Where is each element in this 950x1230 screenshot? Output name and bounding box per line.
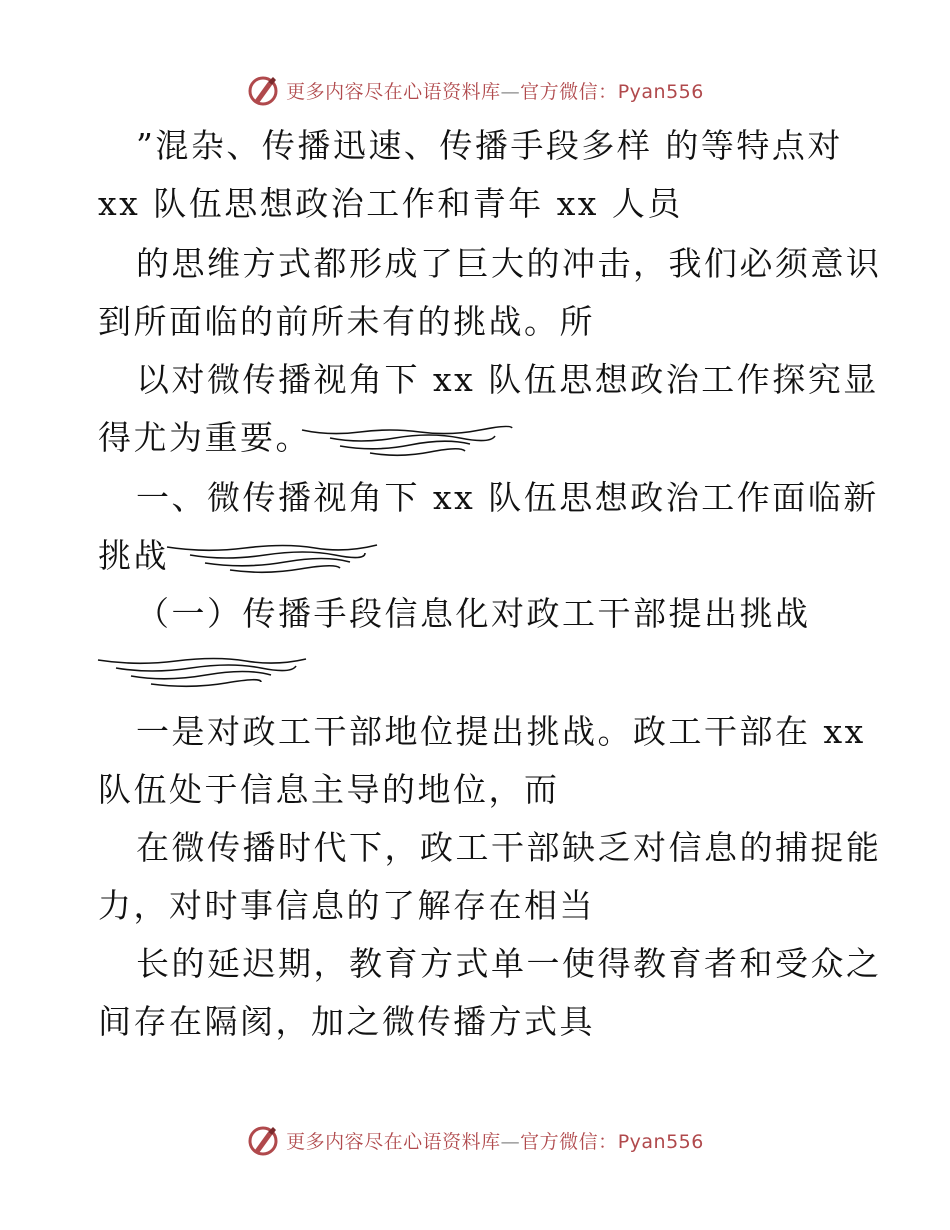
body-line: 到所面临的前所未有的挑战。所 [98,302,595,341]
body-line: 挑战 [98,536,169,575]
banner-wechat-id: Pyan556 [617,1130,704,1153]
body-line: 间存在隔阂，加之微传播方式具 [98,1002,595,1041]
body-line: 在微传播时代下，政工干部缺乏对信息的捕捉能 [136,828,882,867]
footer-banner-text [286,1127,704,1154]
body-line: 一是对政工干部地位提出挑战。政工干部在 xx [136,712,866,751]
banner-wechat-label: 官方微信： [520,1130,618,1153]
body-line: （一）传播手段信息化对政工干部提出挑战 [136,594,811,633]
banner-wechat-id: Pyan556 [617,80,704,103]
banner-main-text: 更多内容尽在心语资料库 [286,1130,501,1153]
body-line: 得尤为重要。 [98,418,311,457]
body-line: 以对微传播视角下 xx 队伍思想政治工作探究显 [136,360,879,399]
pen-logo-icon [246,1123,280,1157]
pen-logo-icon [246,73,280,107]
body-line: 的思维方式都形成了巨大的冲击，我们必须意识 [136,244,882,283]
footer-banner [0,1120,950,1160]
body-line: 队伍处于信息主导的地位，而 [98,770,560,809]
banner-dash: — [500,80,521,103]
header-banner [0,70,950,110]
body-line: 力，对时事信息的了解存在相当 [98,886,595,925]
wavy-underline-decoration [165,538,380,578]
wavy-underline-decoration [96,650,311,692]
body-line: 长的延迟期，教育方式单一使得教育者和受众之 [136,944,882,983]
banner-wechat-label: 官方微信： [520,80,618,103]
body-line: xx 队伍思想政治工作和青年 xx 人员 [98,184,683,223]
banner-main-text: 更多内容尽在心语资料库 [286,80,501,103]
banner-dash: — [500,1130,521,1153]
wavy-underline-decoration [300,420,515,462]
body-line: ”混杂、传播迅速、传播手段多样 的等特点对 [136,126,843,165]
body-line: 一、微传播视角下 xx 队伍思想政治工作面临新 [136,478,879,517]
header-banner-text [286,77,704,104]
